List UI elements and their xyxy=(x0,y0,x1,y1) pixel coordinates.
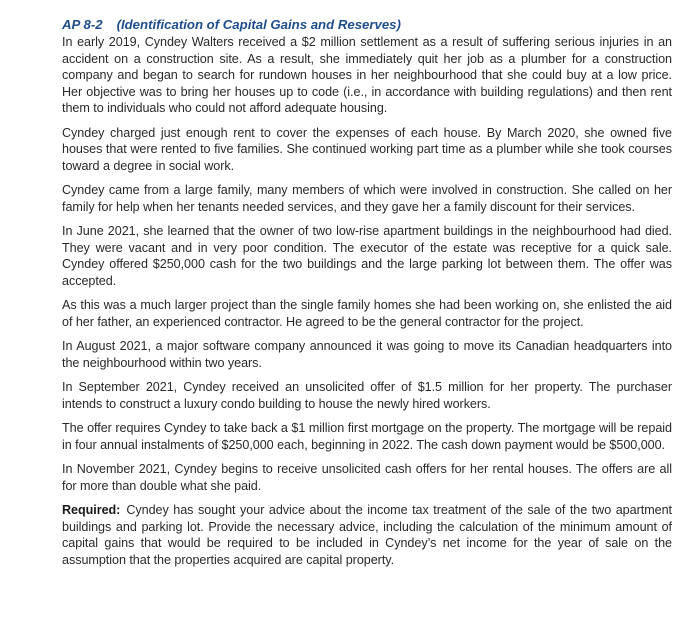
paragraph-rent: Cyndey charged just enough rent to cover the expenses of each house. By March 2020, she owned five houses that were rented to five families. She continued working part time as a plumber while she took courses toward a degree in social work. xyxy=(62,125,672,173)
problem-title: (Identification of Capital Gains and Reserves) xyxy=(116,17,401,32)
required-label: Required: xyxy=(62,503,121,517)
paragraph-father-contractor: As this was a much larger project than the single family homes she had been working on, she enlisted the aid of her father, an experienced contractor. He agreed to be the general contractor for the project. xyxy=(62,298,672,329)
paragraph-november-2021: In November 2021, Cyndey begins to receive unsolicited cash offers for her rental houses. The offers are all for more than double what she paid. xyxy=(62,462,672,493)
paragraph-june-2021: In June 2021, she learned that the owner of two low-rise apartment buildings in the neighbourhood had died. They were vacant and in very poor condition. The executor of the estate was receptive for a quick sale. Cyndey offered $250,000 cash for the two buildings and the large parking lot between them. The offer was accepted. xyxy=(62,224,672,288)
required-section xyxy=(62,502,672,568)
problem-heading xyxy=(62,16,672,34)
paragraph-september-2021: In September 2021, Cyndey received an unsolicited offer of $1.5 million for her property. The purchaser intends to construct a luxury condo building to house the newly hired workers. xyxy=(62,380,672,411)
problem-code: AP 8-2 xyxy=(62,17,103,32)
paragraph-family: Cyndey came from a large family, many members of which were involved in construction. She called on her family for help when her tenants needed services, and they gave her a family discount for their services. xyxy=(62,183,672,214)
required-text: Cyndey has sought your advice about the income tax treatment of the sale of the two apartment buildings and parking lot. Provide the necessary advice, including the calculation of the minimum amount of capital gains that would be required to be included in Cyndey’s net income for the year of sale on the assumption that the properties acquired are capital property. xyxy=(62,503,672,567)
paragraph-mortgage: The offer requires Cyndey to take back a $1 million first mortgage on the property. The mortgage will be repaid in four annual instalments of $250,000 each, beginning in 2022. The cash down payment would be $500,000. xyxy=(62,421,672,452)
paragraph-settlement: In early 2019, Cyndey Walters received a $2 million settlement as a result of suffering serious injuries in an accident on a construction site. As a result, she immediately quit her job as a plumber for a construction company and began to search for rundown houses in her neighbourhood that she could buy at a low price. Her objective was to bring her houses up to code (i.e., in accordance with building regulations) and then rent them to individuals who could not afford adequate housing. xyxy=(62,35,672,115)
problem-document xyxy=(62,16,672,576)
paragraph-august-2021: In August 2021, a major software company announced it was going to move its Canadian headquarters into the neighbourhood within two years. xyxy=(62,339,672,370)
